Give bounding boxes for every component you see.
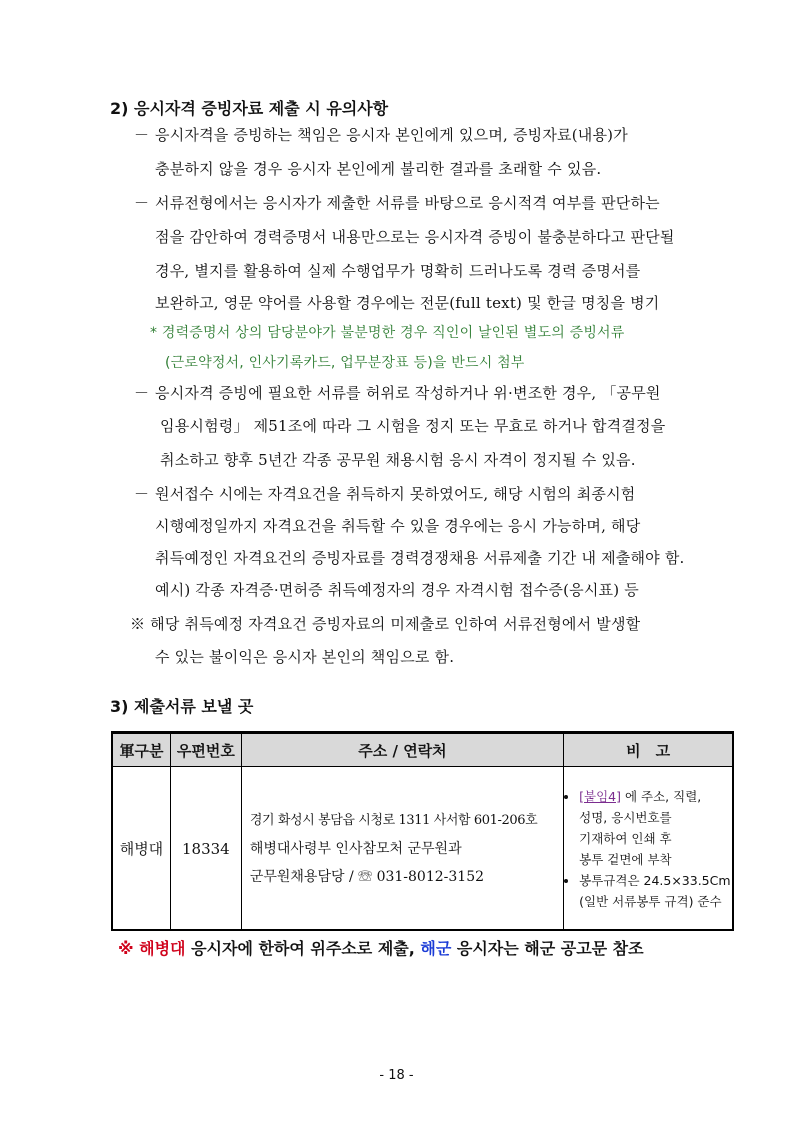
dash-bullet: － [134,194,150,212]
remarks-text: 봉투 겉면에 부착 [579,851,672,867]
marines-label: 해병대 [139,939,186,958]
body-line: 원서접수 시에는 자격요건을 취득하지 못하였어도, 해당 시험의 최종시험 [155,485,636,503]
remarks-list [565,786,731,912]
body-line: 임용시험령」 제51조에 따라 그 시험을 정지 또는 무효로 하거나 합격결정을 [160,417,666,435]
dash-bullet: － [134,126,150,144]
remarks-text: 봉투규격은 24.5×33.5Cm [579,872,731,888]
address-line: 군무원채용담당 / ☏ 031-8012-3152 [249,868,485,885]
address-line: 경기 화성시 봉담읍 시청로 1311 사서함 601-206호 [249,812,538,828]
remarks-item [579,786,731,870]
section-2-heading: 2) 응시자격 증빙자료 제출 시 유의사항 [110,99,389,118]
address-line: 해병대사령부 인사참모처 군무원과 [249,840,462,857]
col-header-remarks: 비 고 [564,734,733,767]
remarks-text: 기재하여 인쇄 후 [579,830,672,846]
reference-note-line: 수 있는 불이익은 응시자 본인의 책임으로 함. [155,648,455,666]
dash-bullet: － [134,485,150,503]
body-line: 예시) 각종 자격증·면허증 취득예정자의 경우 자격시험 접수증(응시표) 등 [155,581,639,599]
body-line: 충분하지 않을 경우 응시자 본인에게 불리한 결과를 초래할 수 있음. [155,160,602,178]
body-line: 시행예정일까지 자격요건을 취득할 수 있을 경우에는 응시 가능하며, 해당 [155,517,641,535]
reference-note-line: ※ 해당 취득예정 자격요건 증빙자료의 미제출로 인하여 서류전형에서 발생할 [130,615,641,633]
remarks-item [579,870,731,912]
star-note-line: (근로약정서, 인사기록카드, 업무분장표 등)을 반드시 첨부 [165,355,525,371]
body-line: 점을 감안하여 경력증명서 내용만으로는 응시자격 증빙이 불충분하다고 판단될 [155,228,675,246]
reference-mark: ※ [118,939,134,958]
zip-cell: 18334 [170,767,241,931]
body-line: 보완하고, 영문 약어를 사용할 경우에는 전문(full text) 및 한글 명칭을 병기 [155,294,660,312]
body-line: 응시자격 증빙에 필요한 서류를 허위로 작성하거나 위·변조한 경우, 「공무원 [155,384,661,402]
remarks-text: 성명, 응시번호를 [579,809,672,825]
table-header-row [113,734,733,767]
table-row [113,767,733,931]
body-line: 경우, 별지를 활용하여 실제 수행업무가 명확히 드러나도록 경력 증명서를 [155,262,641,280]
footer-text: 응시자에 한하여 위주소로 제출, [185,939,421,958]
submission-address-table [112,733,733,931]
footer-text: 응시자는 해군 공고문 참조 [451,939,644,958]
navy-label: 해군 [420,939,452,958]
page-number: - 18 - [379,1068,414,1083]
remarks-text: 에 주소, 직렬, [621,788,702,804]
remarks-text: (일반 서류봉투 규격) 준수 [579,893,722,909]
footer-note [118,936,644,959]
col-header-address: 주소 / 연락처 [241,734,563,767]
remarks-cell [564,767,733,931]
body-line: 서류전형에서는 응시자가 제출한 서류를 바탕으로 응시적격 여부를 판단하는 [155,194,660,212]
body-line: 취득예정인 자격요건의 증빙자료를 경력경쟁채용 서류제출 기간 내 제출해야 함. [155,549,685,567]
col-header-branch: 軍구분 [113,734,171,767]
attachment-reference: [붙임4] [579,788,621,804]
col-header-zip: 우편번호 [170,734,241,767]
body-line: 취소하고 향후 5년간 각종 공무원 채용시험 응시 자격이 정지될 수 있음. [160,451,636,469]
branch-cell: 해병대 [113,767,171,931]
address-cell [241,767,563,931]
section-3-heading: 3) 제출서류 보낼 곳 [110,697,254,716]
dash-bullet: － [134,384,150,402]
body-line: 응시자격을 증빙하는 책임은 응시자 본인에게 있으며, 증빙자료(내용)가 [155,126,628,144]
star-note-line: * 경력증명서 상의 담당분야가 불분명한 경우 직인이 날인된 별도의 증빙서류 [150,325,625,341]
